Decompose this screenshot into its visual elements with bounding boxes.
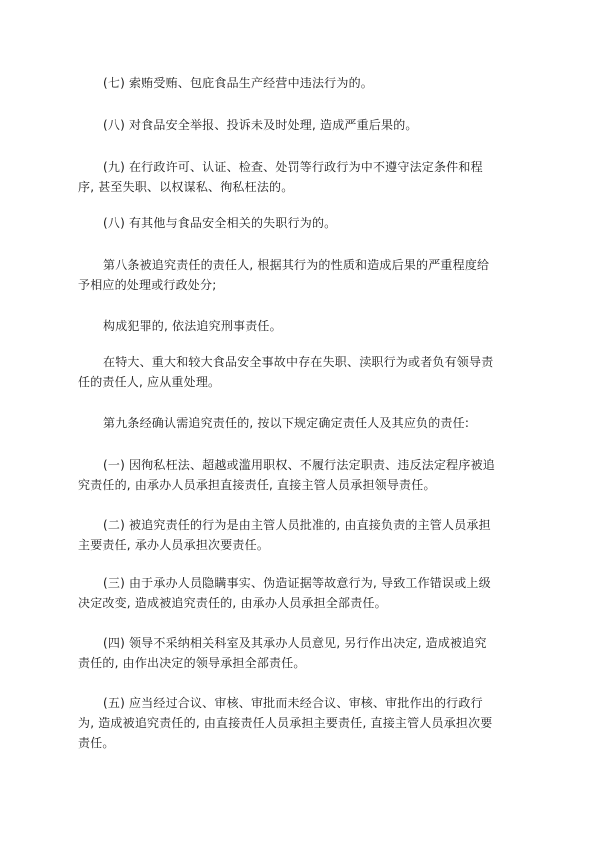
item-2-paragraph: (二) 被追究责任的行为是由主管人员批准的, 由直接负责的主管人员承担主要责任, 承办人员承担次要责任。 [78,518,491,552]
paragraph-8-complaints: (八) 对食品安全举报、投诉未及时处理, 造成严重后果的。 [103,118,418,132]
major-incident-paragraph: 在特大、重大和较大食品安全事故中存在失职、渎职行为或者负有领导责任的责任人, 应从重处理。 [78,355,494,389]
item-5-paragraph: (五) 应当经过合议、审核、审批而未经合议、审核、审批作出的行政行为, 造成被追究责任的, 由直接责任人员承担主要责任, 直接主管人员承担次要责任。 [78,696,493,750]
article-9-paragraph: 第九条经确认需追究责任的, 按以下规定确定责任人及其应负的责任: [103,416,470,430]
item-4-paragraph: (四) 领导不采纳相关科室及其承办人员意见, 另行作出决定, 造成被追究责任的, 由作出决定的领导承担全部责任。 [78,636,487,670]
paragraph-9-administrative-acts: (九) 在行政许可、认证、检查、处罚等行政行为中不遵守法定条件和程序, 甚至失职、以权谋私、徇私枉法的。 [78,160,483,194]
article-8-paragraph: 第八条被追究责任的责任人, 根据其行为的性质和造成后果的严重程度给予相应的处理或行政处分; [78,258,490,292]
criminal-liability-paragraph: 构成犯罪的, 依法追究刑事责任。 [103,319,282,333]
paragraph-8-other-negligence: (八) 有其他与食品安全相关的失职行为的。 [103,216,337,230]
item-1-paragraph: (一) 因徇私枉法、超越或滥用职权、不履行法定职责、违反法定程序被追究责任的, 由承办人员承担直接责任, 直接主管人员承担领导责任。 [78,458,495,492]
item-3-paragraph: (三) 由于承办人员隐瞒事实、伪造证据等故意行为, 导致工作错误或上级决定改变, 造成被追究责任的, 由承办人员承担全部责任。 [78,576,491,610]
paragraph-7-bribery: (七) 索贿受贿、包庇食品生产经营中违法行为的。 [103,76,373,90]
